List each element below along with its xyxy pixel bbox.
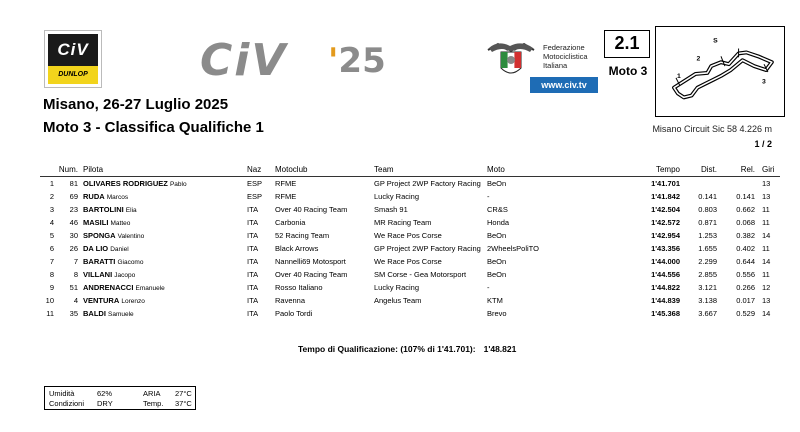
cell-laps: 11 bbox=[762, 218, 770, 227]
cell-relative-gap: 0.662 bbox=[736, 205, 755, 214]
cell-rider bbox=[83, 255, 143, 269]
cell-moto: Brevo bbox=[487, 309, 507, 318]
cell-number: 23 bbox=[69, 205, 78, 214]
rider-first-name: Samuele bbox=[108, 311, 134, 318]
cell-number: 30 bbox=[69, 231, 78, 240]
cell-time: 1'44.000 bbox=[651, 257, 680, 266]
table-row bbox=[40, 216, 780, 229]
cell-motoclub: Rosso Italiano bbox=[275, 283, 323, 292]
table-row bbox=[40, 242, 780, 255]
cell-nationality: ITA bbox=[247, 283, 259, 292]
cell-time: 1'41.701 bbox=[651, 179, 680, 188]
rider-surname: BARTOLINI bbox=[83, 205, 124, 214]
cell-number: 46 bbox=[69, 218, 78, 227]
rider-surname: BALDI bbox=[83, 309, 106, 318]
cell-team: MR Racing Team bbox=[374, 218, 432, 227]
cell-gap: 1.655 bbox=[698, 244, 717, 253]
header-team: Team bbox=[374, 165, 394, 174]
race-class-label: Moto 3 bbox=[608, 64, 648, 78]
table-row bbox=[40, 190, 780, 203]
table-row bbox=[40, 281, 780, 294]
cell-rider bbox=[83, 177, 187, 191]
cell-rider bbox=[83, 242, 129, 256]
track-temp-value: 37°C bbox=[175, 399, 192, 408]
cell-relative-gap: 0.382 bbox=[736, 231, 755, 240]
cell-rider bbox=[83, 203, 137, 217]
cell-laps: 13 bbox=[762, 296, 771, 305]
cell-position: 3 bbox=[49, 205, 54, 214]
cell-position: 5 bbox=[49, 231, 54, 240]
weather-box bbox=[44, 386, 196, 410]
cell-number: 4 bbox=[73, 296, 78, 305]
fmi-emblem-icon bbox=[486, 38, 536, 80]
cell-time: 1'41.842 bbox=[651, 192, 680, 201]
header-time: Tempo bbox=[655, 165, 680, 174]
table-header-row bbox=[40, 163, 780, 177]
track-label-1: 1 bbox=[676, 72, 681, 80]
header-laps: Giri bbox=[762, 165, 775, 174]
cell-nationality: ITA bbox=[247, 231, 259, 240]
cell-moto: BeOn bbox=[487, 231, 507, 240]
track-label-3: 3 bbox=[762, 78, 766, 86]
cell-time: 1'43.356 bbox=[651, 244, 680, 253]
cell-nationality: ESP bbox=[247, 179, 263, 188]
cell-moto: 2WheelsPoliTO bbox=[487, 244, 539, 253]
page-number: 1 / 2 bbox=[754, 139, 772, 149]
cell-team: We Race Pos Corse bbox=[374, 257, 442, 266]
cell-moto: - bbox=[487, 192, 490, 201]
rider-first-name: Matteo bbox=[110, 220, 131, 227]
cell-nationality: ESP bbox=[247, 192, 263, 201]
dunlop-logo-text: DUNLOP bbox=[48, 66, 98, 84]
cell-relative-gap: 0.141 bbox=[736, 192, 755, 201]
cell-relative-gap: 0.644 bbox=[736, 257, 755, 266]
cell-number: 7 bbox=[73, 257, 78, 266]
cell-time: 1'45.368 bbox=[651, 309, 680, 318]
cell-motoclub: Nannelli69 Motosport bbox=[275, 257, 346, 266]
cell-motoclub: Ravenna bbox=[275, 296, 306, 305]
rider-first-name: Giacomo bbox=[117, 259, 144, 266]
cell-team: GP Project 2WP Factory Racing bbox=[374, 179, 481, 188]
rider-first-name: Valentino bbox=[117, 233, 145, 240]
rider-first-name: Pablo bbox=[169, 181, 187, 188]
cell-team: Lucky Racing bbox=[374, 283, 420, 292]
rider-surname: OLIVARES RODRIGUEZ bbox=[83, 179, 168, 188]
brand-text: CiV bbox=[200, 35, 288, 86]
qualifying-time bbox=[298, 344, 516, 354]
cell-laps: 14 bbox=[762, 309, 771, 318]
cell-moto: BeOn bbox=[487, 257, 507, 266]
rider-surname: VENTURA bbox=[83, 296, 120, 305]
rider-surname: MASILI bbox=[83, 218, 109, 227]
table-row bbox=[40, 307, 780, 320]
rider-first-name: Marcos bbox=[106, 194, 129, 201]
cell-gap: 0.803 bbox=[698, 205, 717, 214]
cell-position: 7 bbox=[49, 257, 54, 266]
cell-relative-gap: 0.529 bbox=[736, 309, 755, 318]
cell-rider bbox=[83, 268, 135, 282]
cell-rider bbox=[83, 190, 128, 204]
cell-laps: 12 bbox=[762, 283, 771, 292]
cell-team: SM Corse - Gea Motorsport bbox=[374, 270, 467, 279]
civ-dunlop-logo bbox=[44, 30, 102, 88]
rider-first-name: Elia bbox=[125, 207, 137, 214]
humidity-value: 62% bbox=[97, 389, 113, 398]
cell-team: Angelus Team bbox=[374, 296, 422, 305]
cell-relative-gap: 0.402 bbox=[736, 244, 755, 253]
cell-number: 26 bbox=[69, 244, 78, 253]
cell-moto: CR&S bbox=[487, 205, 508, 214]
rider-first-name: Jacopo bbox=[114, 272, 136, 279]
circuit-info: Misano Circuit Sic 58 4.226 m bbox=[652, 124, 772, 134]
cell-moto: - bbox=[487, 283, 490, 292]
cell-laps: 14 bbox=[762, 231, 771, 240]
cell-team: Smash 91 bbox=[374, 205, 408, 214]
civ-25-brand-logo bbox=[200, 36, 410, 86]
cell-nationality: ITA bbox=[247, 218, 259, 227]
federation-name: Federazione Motociclistica Italiana bbox=[543, 43, 588, 70]
cell-motoclub: Paolo Tordi bbox=[275, 309, 313, 318]
rider-first-name: Lorenzo bbox=[121, 298, 145, 305]
humidity-label: Umidità bbox=[49, 389, 75, 398]
cell-position: 9 bbox=[49, 283, 54, 292]
track-label-s: S bbox=[713, 37, 718, 45]
cell-nationality: ITA bbox=[247, 244, 259, 253]
cell-nationality: ITA bbox=[247, 309, 259, 318]
cell-motoclub: RFME bbox=[275, 192, 297, 201]
cell-laps: 13 bbox=[762, 179, 771, 188]
cell-time: 1'42.572 bbox=[651, 218, 680, 227]
rider-surname: VILLANI bbox=[83, 270, 113, 279]
cell-position: 4 bbox=[49, 218, 54, 227]
qualifying-time-label: Tempo di Qualificazione: (107% di 1'41.701): bbox=[298, 344, 476, 354]
brand-year: '25 bbox=[328, 41, 386, 81]
cell-nationality: ITA bbox=[247, 257, 259, 266]
results-table bbox=[40, 163, 780, 320]
cell-number: 8 bbox=[73, 270, 78, 279]
cell-team: Lucky Racing bbox=[374, 192, 420, 201]
cell-time: 1'44.822 bbox=[651, 283, 680, 292]
cell-gap: 3.138 bbox=[698, 296, 717, 305]
cell-motoclub: 52 Racing Team bbox=[275, 231, 330, 240]
cell-moto: BeOn bbox=[487, 179, 507, 188]
cell-laps: 11 bbox=[762, 205, 770, 214]
session-title: Moto 3 - Classifica Qualifiche 1 bbox=[43, 119, 264, 136]
track-temp-label: Temp. bbox=[143, 399, 164, 408]
cell-gap: 0.871 bbox=[698, 218, 717, 227]
header-club: Motoclub bbox=[275, 165, 308, 174]
cell-motoclub: Over 40 Racing Team bbox=[275, 270, 348, 279]
header-nat: Naz bbox=[247, 165, 262, 174]
event-title: Misano, 26-27 Luglio 2025 bbox=[43, 96, 229, 113]
header-rider: Pilota bbox=[83, 165, 104, 174]
cell-position: 11 bbox=[46, 309, 54, 318]
header-rel: Rel. bbox=[740, 165, 755, 174]
rider-surname: SPONGA bbox=[83, 231, 116, 240]
cell-gap: 3.121 bbox=[698, 283, 717, 292]
rider-surname: DA LIO bbox=[83, 244, 109, 253]
table-row bbox=[40, 177, 780, 190]
cell-rider bbox=[83, 216, 130, 230]
cell-gap: 2.855 bbox=[698, 270, 717, 279]
civ-logo-text: CiV bbox=[48, 34, 98, 66]
rider-first-name: Daniel bbox=[110, 246, 129, 253]
cell-position: 2 bbox=[49, 192, 54, 201]
cell-rider bbox=[83, 294, 145, 308]
cell-relative-gap: 0.017 bbox=[736, 296, 755, 305]
conditions-value: DRY bbox=[97, 399, 113, 408]
cell-rider bbox=[83, 281, 165, 295]
cell-motoclub: Carbonia bbox=[275, 218, 306, 227]
cell-number: 35 bbox=[69, 309, 78, 318]
cell-gap: 3.667 bbox=[698, 309, 717, 318]
cell-position: 10 bbox=[45, 296, 54, 305]
cell-motoclub: Black Arrows bbox=[275, 244, 319, 253]
rider-surname: ANDRENACCI bbox=[83, 283, 134, 292]
cell-moto: Honda bbox=[487, 218, 510, 227]
cell-number: 69 bbox=[69, 192, 78, 201]
cell-time: 1'42.954 bbox=[651, 231, 680, 240]
website-link[interactable]: www.civ.tv bbox=[530, 77, 598, 93]
cell-gap: 0.141 bbox=[698, 192, 717, 201]
cell-relative-gap: 0.068 bbox=[736, 218, 755, 227]
cell-position: 6 bbox=[49, 244, 54, 253]
cell-relative-gap: 0.556 bbox=[736, 270, 755, 279]
air-label: ARIA bbox=[143, 389, 161, 398]
table-row bbox=[40, 229, 780, 242]
cell-number: 51 bbox=[69, 283, 78, 292]
race-number-box: 2.1 bbox=[604, 30, 650, 58]
table-row bbox=[40, 268, 780, 281]
cell-nationality: ITA bbox=[247, 296, 259, 305]
cell-nationality: ITA bbox=[247, 270, 259, 279]
cell-gap: 2.299 bbox=[698, 257, 717, 266]
cell-laps: 11 bbox=[762, 244, 770, 253]
header-moto: Moto bbox=[487, 165, 505, 174]
cell-laps: 11 bbox=[762, 270, 770, 279]
cell-position: 8 bbox=[49, 270, 54, 279]
cell-position: 1 bbox=[49, 179, 54, 188]
table-row bbox=[40, 255, 780, 268]
cell-nationality: ITA bbox=[247, 205, 259, 214]
cell-time: 1'44.839 bbox=[651, 296, 680, 305]
table-row bbox=[40, 203, 780, 216]
cell-rider bbox=[83, 307, 134, 321]
cell-team: GP Project 2WP Factory Racing bbox=[374, 244, 481, 253]
cell-motoclub: Over 40 Racing Team bbox=[275, 205, 348, 214]
conditions-label: Condizioni bbox=[49, 399, 85, 408]
header-num: Num. bbox=[58, 165, 78, 174]
cell-moto: BeOn bbox=[487, 270, 507, 279]
cell-gap: 1.253 bbox=[698, 231, 717, 240]
header-dist: Dist. bbox=[701, 165, 717, 174]
cell-time: 1'42.504 bbox=[651, 205, 680, 214]
rider-first-name: Emanuele bbox=[135, 285, 165, 292]
rider-surname: RUDA bbox=[83, 192, 105, 201]
air-value: 27°C bbox=[175, 389, 192, 398]
cell-laps: 14 bbox=[762, 257, 771, 266]
cell-laps: 13 bbox=[762, 192, 771, 201]
cell-motoclub: RFME bbox=[275, 179, 297, 188]
table-row bbox=[40, 294, 780, 307]
cell-relative-gap: 0.266 bbox=[736, 283, 755, 292]
cell-moto: KTM bbox=[487, 296, 503, 305]
cell-time: 1'44.556 bbox=[651, 270, 680, 279]
cell-rider bbox=[83, 229, 144, 243]
track-map bbox=[655, 26, 785, 117]
cell-number: 81 bbox=[69, 179, 78, 188]
rider-surname: BARATTI bbox=[83, 257, 116, 266]
cell-team: We Race Pos Corse bbox=[374, 231, 442, 240]
track-label-2: 2 bbox=[696, 55, 701, 63]
qualifying-time-value: 1'48.821 bbox=[483, 344, 517, 354]
